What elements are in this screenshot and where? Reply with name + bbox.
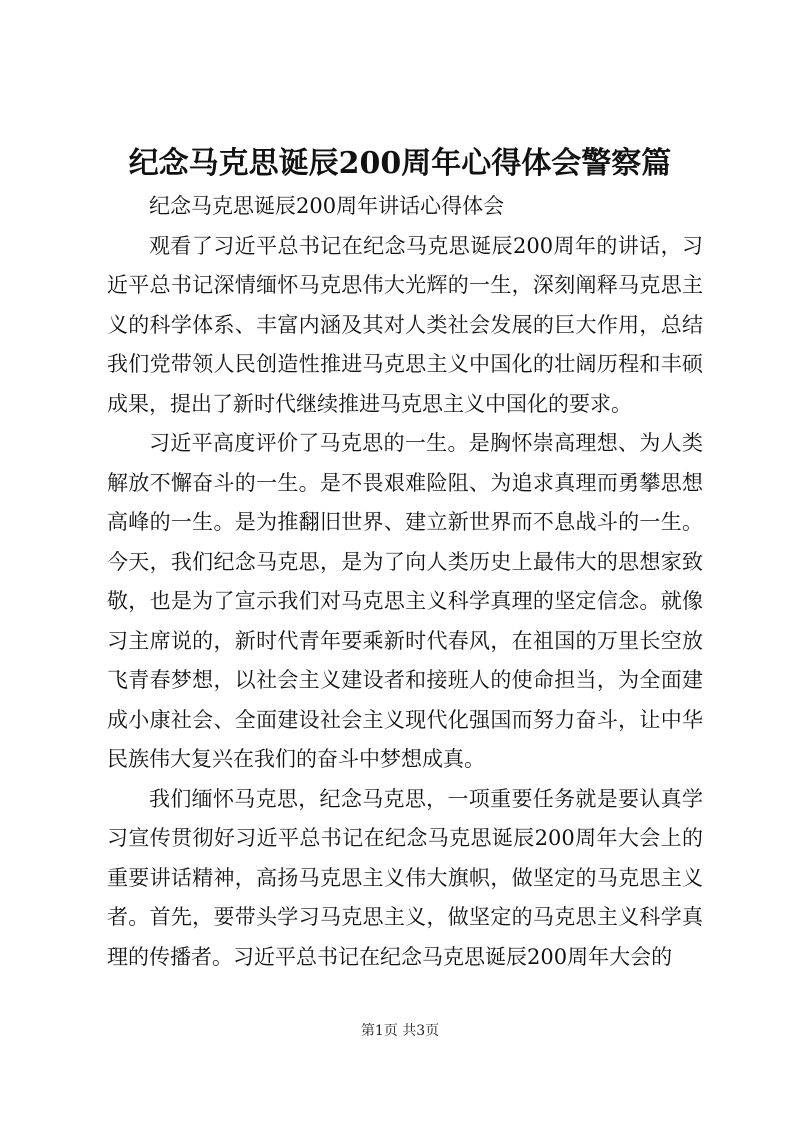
document-subtitle: 纪念马克思诞辰200周年讲话心得体会 xyxy=(149,194,505,218)
document-body xyxy=(107,187,703,977)
paragraph-3: 我们缅怀马克思，纪念马克思，一项重要任务就是要认真学习宣传贯彻好习近平总书记在纪念马克思诞辰200周年大会上的重要讲话精神，高扬马克思主义伟大旗帜，做坚定的马克思主义者。首先，要带头学习马克思主义，做坚定的马克思主义科学真理的传播者。习近平总书记在纪念马克思诞辰200周年大会的 xyxy=(107,786,703,969)
paragraph-1: 观看了习近平总书记在纪念马克思诞辰200周年的讲话，习近平总书记深情缅怀马克思伟大光辉的一生，深刻阐释马克思主义的科学体系、丰富内涵及其对人类社会发展的巨大作用，总结我们党带领人民创造性推进马克思主义中国化的壮阔历程和丰硕成果，提出了新时代继续推进马克思主义中国化的要求。 xyxy=(107,233,703,416)
page-number-footer: 第1页 共3页 xyxy=(360,1023,440,1039)
document-title: 纪念马克思诞辰200周年心得体会警察篇 xyxy=(128,146,672,181)
paragraph-2: 习近平高度评价了马克思的一生。是胸怀崇高理想、为人类解放不懈奋斗的一生。是不畏艰难险阻、为追求真理而勇攀思想高峰的一生。是为推翻旧世界、建立新世界而不息战斗的一生。今天，我们纪念马克思，是为了向人类历史上最伟大的思想家致敬，也是为了宣示我们对马克思主义科学真理的坚定信念。就像习主席说的，新时代青年要乘新时代春风，在祖国的万里长空放飞青春梦想，以社会主义建设者和接班人的使命担当，为全面建成小康社会、全面建设社会主义现代化强国而努力奋斗，让中华民族伟大复兴在我们的奋斗中梦想成真。 xyxy=(107,431,703,771)
